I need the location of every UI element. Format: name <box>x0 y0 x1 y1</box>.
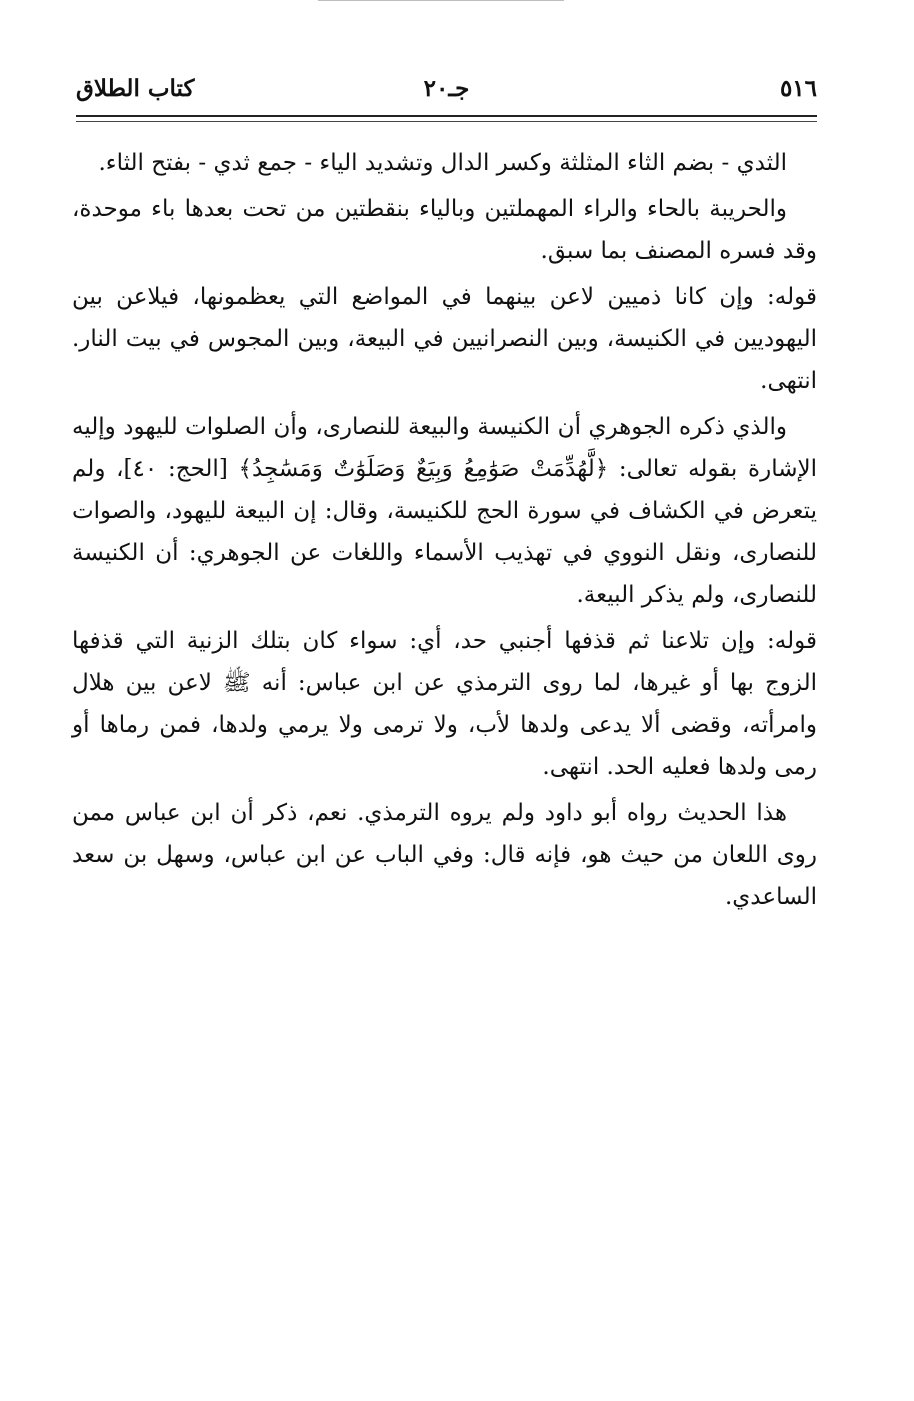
paragraph-definition-thadi: الثدي - بضم الثاء المثلثة وكسر الدال وتشديد الياء - جمع ثدي - بفتح الثاء. <box>98 150 787 176</box>
paragraph-definition-hariba: والحريبة بالحاء والراء المهملتين وبالياء بنقطتين من تحت بعدها باء موحدة، وقد فسره المصنف بما سبق. <box>72 196 817 264</box>
paragraph-jawhari-commentary: والذي ذكره الجوهري أن الكنيسة والبيعة للنصارى، وأن الصلوات لليهود وإليه الإشارة بقوله تعالى: ﴿لَّهُدِّمَتْ صَوَٰمِعُ وَبِيَعٌ وَصَلَوَٰتٌ وَمَسَٰجِدُ﴾ [الحج: ٤٠]، ولم يتعرض في الكشاف في سورة الحج للكنيسة، وقال: إن البيعة لليهود، والصوات للنصارى، ونقل النووي في تهذيب الأسماء واللغات عن الجوهري: أن الكنيسة للنصارى، ولم يذكر البيعة. <box>72 414 817 608</box>
paragraph-hadith-note: هذا الحديث رواه أبو داود ولم يروه الترمذي. نعم، ذكر أن ابن عباس ممن روى اللعان من حيث هو، فإنه قال: وفي الباب عن ابن عباس، وسهل بن سعد الساعدي. <box>72 800 817 910</box>
paragraph-quote-dhimmis: قوله: وإن كانا ذميين لاعن بينهما في المواضع التي يعظمونها، فيلاعن بين اليهوديين في الكنيسة، وبين النصرانيين في البيعة، وبين المجوس في بيت النار. انتهى. <box>72 284 817 394</box>
page-number: ٥١٦ <box>779 75 817 102</box>
header-rule-thin <box>76 121 817 122</box>
paragraph-quote-qadhf: قوله: وإن تلاعنا ثم قذفها أجنبي حد، أي: سواء كان بتلك الزنية التي قذفها الزوج بها أو غيرها، لما روى الترمذي عن ابن عباس: أنه ﷺ لاعن بين هلال وامرأته، وقضى ألا يدعى ولدها لأب، ولا ترمى ولا يرمي ولدها، فمن رماها أو رمى ولدها فعليه الحد. انتهى. <box>72 628 817 780</box>
top-edge-mark <box>318 0 564 5</box>
page-body <box>72 142 817 922</box>
volume-label: جـ٢٠ <box>423 75 470 102</box>
header-rule-thick <box>76 115 817 117</box>
book-title: كتاب الطلاق <box>76 75 195 102</box>
page-header <box>76 60 817 112</box>
